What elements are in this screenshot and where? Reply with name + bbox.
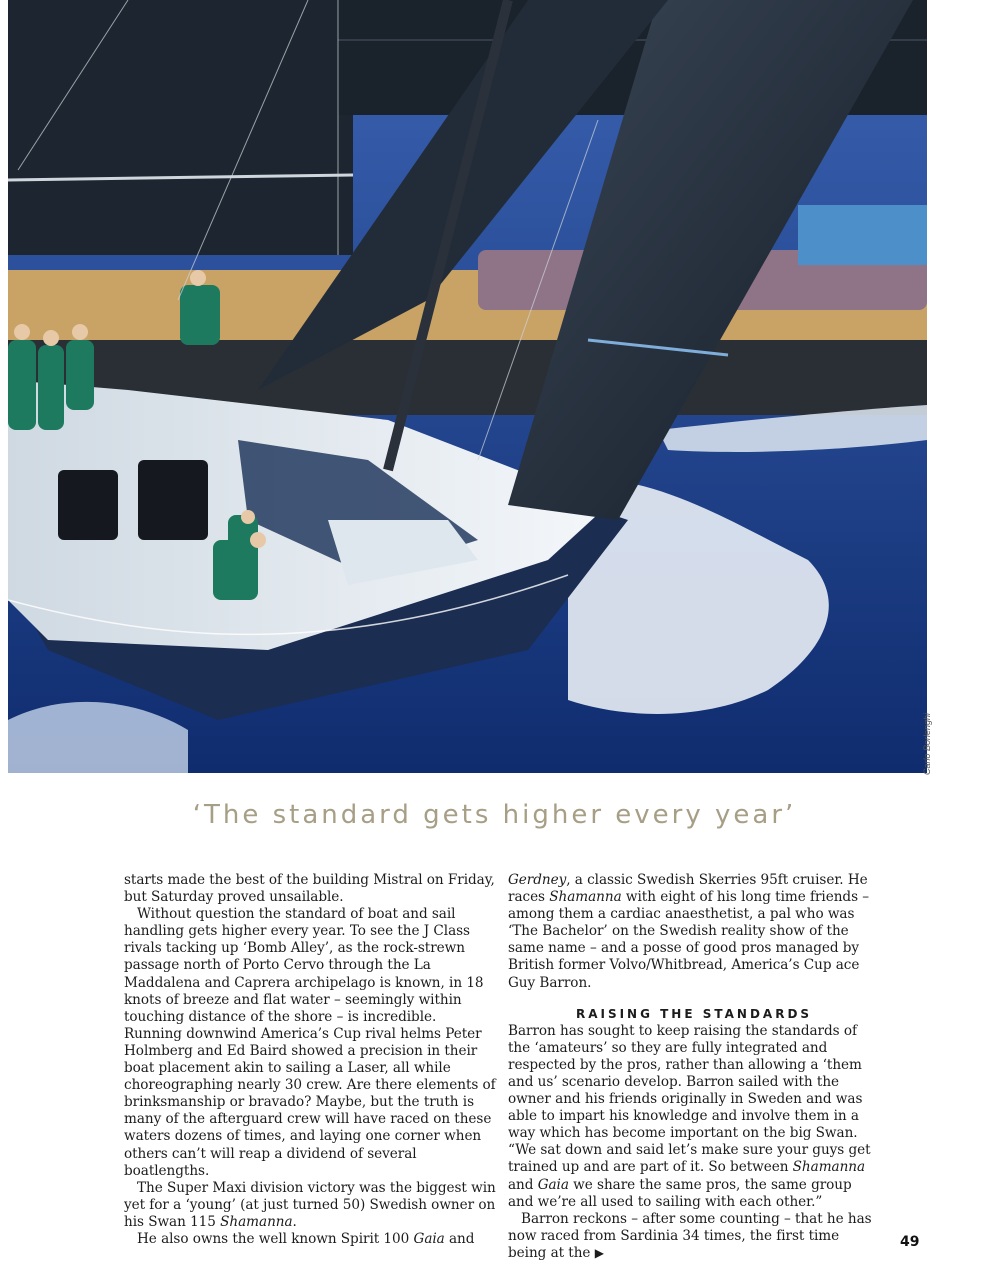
article-paragraph: Barron reckons – after some counting – that he has now raced from Sardinia 34 times, the first time being at the ▶ (508, 1210, 872, 1261)
boat-name: Gerdney (508, 872, 567, 888)
sail-bags (798, 205, 927, 265)
section-subhead: RAISING THE STANDARDS (575, 1006, 813, 1021)
boat-name: Shamanna (549, 889, 622, 906)
boat-name: Gaia (413, 1230, 445, 1247)
sailing-yacht-illustration (8, 0, 927, 773)
article-paragraph: Barron has sought to keep raising the standards of the ‘amateurs’ so they are fully integrated and respected by the pros, rather than allowing a ‘them and us’ scenario develop. Barron sailed with the owner and his friends originally in Sweden and was able to impart his knowledge and involve them in a way which has become important on the big Swan. “We sat down and said let’s make sure your guys get trained up and are part of it. So between Shamanna and Gaia we share the same pros, the same group and we’re all used to sailing with each other.” (508, 1022, 871, 1210)
winch-pedestal (138, 460, 208, 540)
continue-arrow-icon: ▶ (594, 1245, 604, 1260)
article-paragraph: starts made the best of the building Mistral on Friday, but Saturday proved unsailable. (124, 872, 495, 906)
article-paragraph: Without question the standard of boat and sail handling gets higher every year. To see the J Class rivals tacking up ‘Bomb Alley’, as the rock-strewn passage north of Porto Cervo through the La Maddalena and Caprera archipelago is known, in 18 knots of breeze and flat water – seemingly within touching distance of the shore – is incredible. Running downwind America’s Cup rival helms Peter Holmberg and Ed Baird showed a precision in their boat placement akin to sailing a Laser, all while choreographing nearly 30 crew. Are there elements of brinksmanship or bravado? Maybe, but the truth is many of the afterguard crew will have raced on these waters dozens of times, and laying one corner when others can’t will reap a dividend of several boatlengths. (124, 906, 496, 1179)
article-paragraph: Gerdney, a classic Swedish Skerries 95ft cruiser. He races Shamanna with eight of his long time friends – among them a cardiac anaesthetist, a pal who was ‘The Bachelor’ on the Swedish reality show of the same name – and a posse of good pros managed by British former Volvo/Whitbread, America’s Cup ace Guy Barron. (508, 872, 870, 991)
article-column-right (508, 872, 880, 1262)
hero-photo (8, 0, 927, 773)
boat-name: Gaia (537, 1176, 569, 1193)
article-paragraph: The Super Maxi division victory was the biggest win yet for a ‘young’ (at just turned 50) Swedish owner on his Swan 115 Shamanna. (124, 1179, 496, 1230)
winch-pedestal (58, 470, 118, 540)
pull-quote: ‘The standard gets higher every year’ (192, 800, 797, 830)
boat-name: Shamanna (792, 1159, 866, 1176)
background-mainsail (8, 0, 353, 255)
page-number: 49 (900, 1234, 920, 1250)
boat-name: Shamanna (220, 1213, 293, 1230)
article-paragraph: He also owns the well known Spirit 100 Gaia and (137, 1230, 475, 1247)
photo-credit: Carlo Borlenghi (922, 712, 932, 775)
article-column-left (124, 872, 496, 1248)
